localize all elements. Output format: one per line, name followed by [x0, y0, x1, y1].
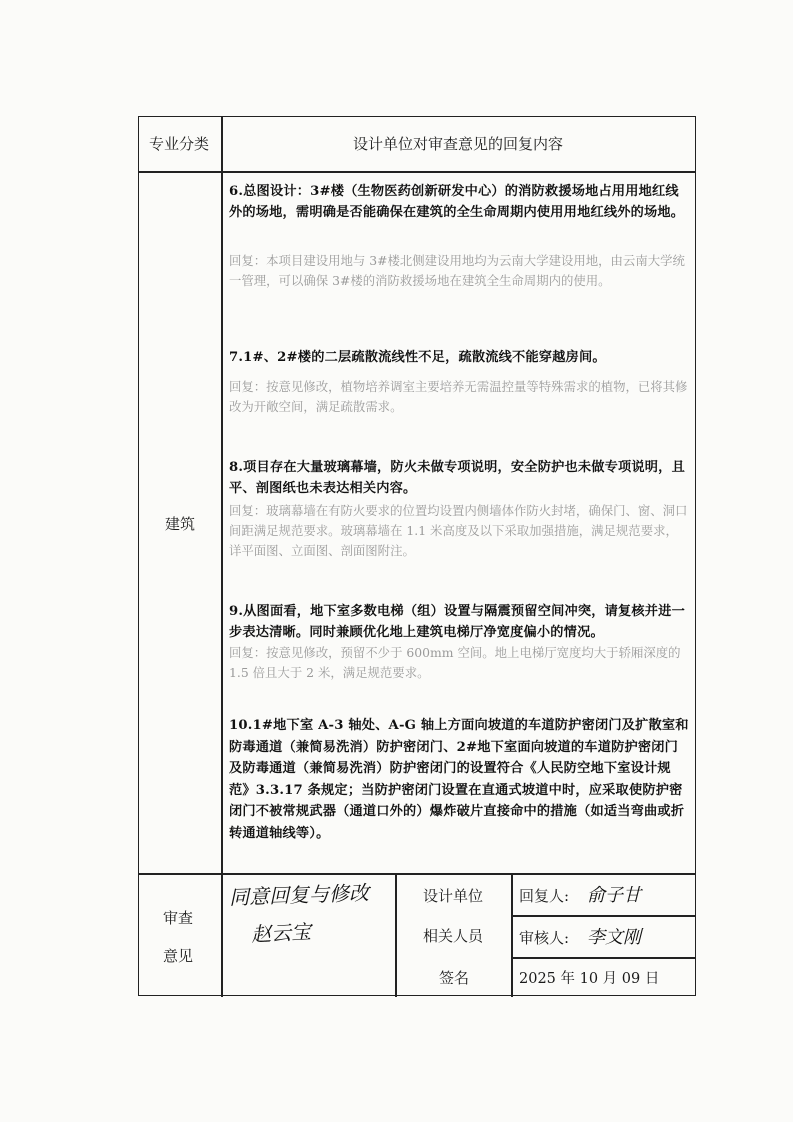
- replier-signature: 俞子甘: [587, 885, 641, 906]
- header-category: 专业分类: [149, 135, 210, 153]
- column-divider: [221, 117, 223, 873]
- handwritten-signature: 赵云宝: [250, 919, 312, 947]
- checker-signature: 李文刚: [587, 927, 641, 948]
- review-reply-table: [138, 116, 696, 996]
- reply-date: 2025 年 10 月 09 日: [519, 971, 660, 987]
- header-divider: [139, 171, 695, 173]
- item-10-question: 10.1#地下室 A-3 轴处、A-G 轴上方面向坡道的车道防护密闭门及扩散室和防毒通道（兼简易洗消）防护密闭门、2#地下室面向坡道的车道防护密闭门及防毒通道（兼简易洗消）防护密闭门的设置符合《人民防空地下室设计规范》3.3.17 条规定；当防护密闭门设置在直通式坡道中时，应采取使防护密闭门不被常规武器（通道口外的）爆炸破片直接命中的措施（如适当弯曲或折转通道轴线等）。: [229, 718, 689, 841]
- review-subrow-2: [511, 957, 695, 959]
- checker-label: 审核人:: [519, 929, 570, 947]
- unit-label-2: 相关人员: [423, 927, 484, 945]
- item-6-reply: 回复：本项目建设用地与 3#楼北侧建设用地均为云南大学建设用地，由云南大学统一管理，可以确保 3#楼的消防救援场地在建筑全生命周期内的使用。: [229, 253, 685, 288]
- category-name: 建筑: [165, 515, 196, 533]
- item-8-question: 8.项目存在大量玻璃幕墙，防火未做专项说明，安全防护也未做专项说明，且平、剖图纸也未表达相关内容。: [229, 460, 685, 496]
- item-7-reply: 回复：按意见修改，植物培养调室主要培养无需温控量等特殊需求的植物，已将其修改为开敞空间，满足疏散需求。: [229, 379, 688, 414]
- unit-label-1: 设计单位: [423, 887, 484, 905]
- review-label-line2: 意见: [163, 947, 194, 965]
- handwritten-opinion: 同意回复与修改: [228, 880, 370, 910]
- header-content: 设计单位对审查意见的回复内容: [353, 135, 564, 153]
- review-divider-2: [395, 873, 397, 997]
- review-label-line1: 审查: [163, 909, 194, 927]
- item-8-reply: 回复：玻璃幕墙在有防火要求的位置均设置内侧墙体作防火封堵，确保门、窗、洞口间距满足规范要求。玻璃幕墙在 1.1 米高度及以下采取加强措施，满足规范要求，详平面图、立面图、剖面图附注。: [229, 503, 688, 558]
- review-divider-1: [221, 873, 223, 997]
- review-subrow-1: [511, 915, 695, 917]
- item-7-question: 7.1#、2#楼的二层疏散流线性不足，疏散流线不能穿越房间。: [229, 350, 606, 365]
- item-9-reply: 回复：按意见修改，预留不少于 600mm 空间。地上电梯厅宽度均大于轿厢深度的 1.5 倍且大于 2 米，满足规范要求。: [229, 645, 681, 680]
- item-9-question: 9.从图面看，地下室多数电梯（组）设置与隔震预留空间冲突，请复核并进一步表达清晰。同时兼顾优化地上建筑电梯厅净宽度偏小的情况。: [229, 604, 685, 640]
- replier-label: 回复人:: [519, 887, 570, 905]
- unit-label-3: 签名: [439, 969, 470, 987]
- review-divider-3: [511, 873, 513, 997]
- item-6-question: 6.总图设计：3#楼（生物医药创新研发中心）的消防救援场地占用用地红线外的场地，需明确是否能确保在建筑的全生命周期内使用用地红线外的场地。: [229, 184, 685, 220]
